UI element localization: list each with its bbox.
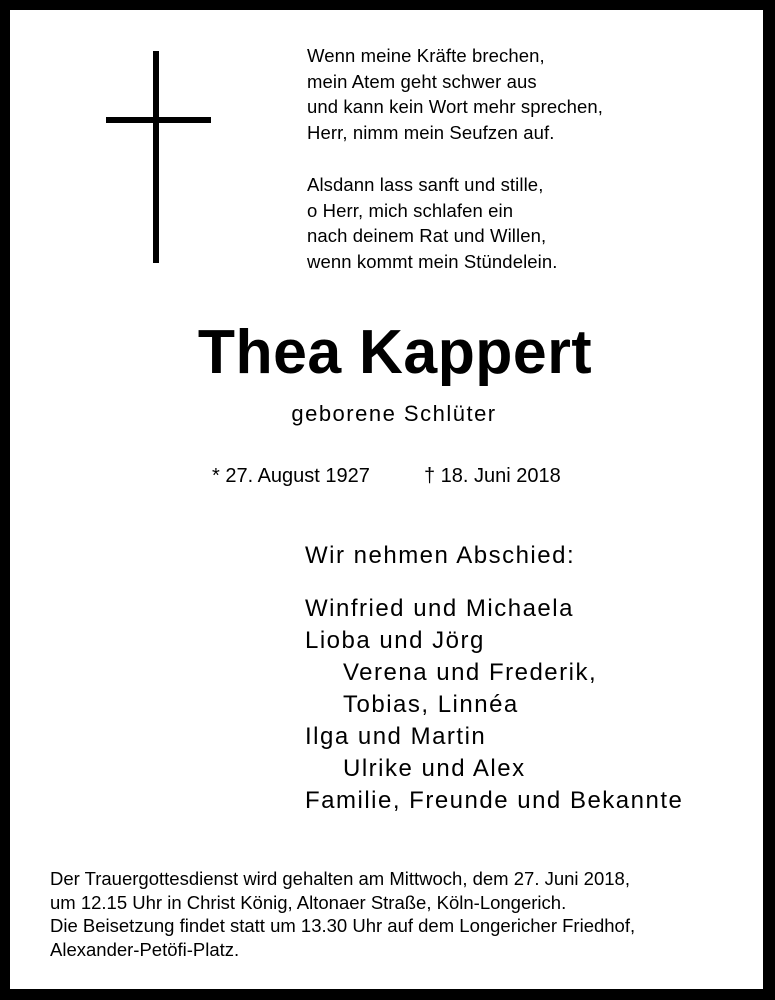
notice-line: um 12.15 Uhr in Christ König, Altonaer Straße, Köln-Longerich.: [50, 891, 567, 913]
verse-line: nach deinem Rat und Willen,: [307, 225, 547, 246]
mourner-row: Verena und Frederik,: [343, 659, 598, 686]
notice-line: Alexander-Petöfi-Platz.: [50, 938, 240, 960]
notice-line: Die Beisetzung findet statt um 13.30 Uhr auf dem Longericher Friedhof,: [50, 915, 636, 936]
obituary-card: [10, 10, 763, 989]
mourner-row: Lioba und Jörg: [305, 627, 485, 654]
mourner-row: Familie, Freunde und Bekannte: [305, 787, 684, 814]
mourners-heading: Wir nehmen Abschied:: [305, 542, 576, 569]
verse-line: wenn kommt mein Stündelein.: [307, 250, 558, 272]
verse-line: Herr, nimm mein Seufzen auf.: [307, 121, 555, 143]
mourner-row: Ilga und Martin: [305, 723, 487, 750]
cross-vertical-bar: [153, 51, 159, 263]
cross-horizontal-bar: [106, 117, 211, 123]
funeral-notice: [50, 867, 635, 961]
verse-line: Wenn meine Kräfte brechen,: [307, 45, 545, 66]
verse-stanza-1: [307, 43, 603, 145]
verse-line: o Herr, mich schlafen ein: [307, 199, 514, 221]
death-date: † 18. Juni 2018: [424, 465, 561, 487]
mourners-list: [305, 538, 683, 817]
verse-line: und kann kein Wort mehr sprechen,: [307, 96, 604, 117]
deceased-name: Thea Kappert: [197, 318, 593, 387]
verse-line: Alsdann lass sanft und stille,: [307, 174, 544, 195]
mourner-row: Winfried und Michaela: [305, 595, 574, 622]
verse-stanza-2: [307, 172, 558, 274]
mourner-row: Ulrike und Alex: [343, 755, 526, 782]
birth-date: * 27. August 1927: [212, 465, 370, 487]
mourner-row: Tobias, Linnéa: [343, 691, 519, 718]
notice-line: Der Trauergottesdienst wird gehalten am Mittwoch, dem 27. Juni 2018,: [50, 868, 630, 889]
verse-line: mein Atem geht schwer aus: [307, 70, 537, 92]
birth-name: geborene Schlüter: [291, 401, 497, 426]
